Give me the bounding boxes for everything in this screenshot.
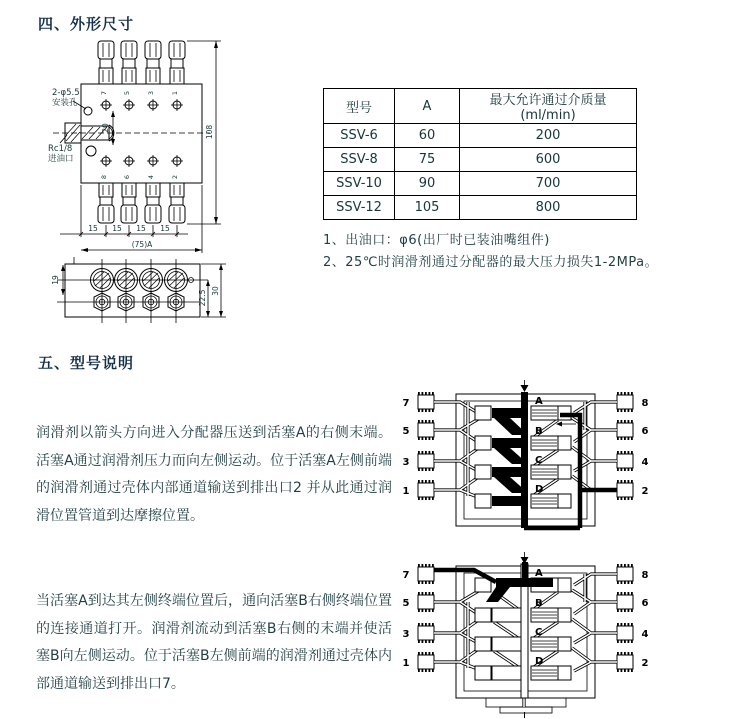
note-2: 2、25℃时润滑剂通过分配器的最大压力损失1-2MPa。: [323, 255, 659, 270]
svg-text:20: 20: [101, 123, 110, 133]
body-port-numbers-bottom: [100, 175, 179, 179]
cell-a: 90: [395, 172, 460, 196]
svg-text:C: C: [535, 627, 543, 638]
dim-108: [187, 41, 221, 224]
right-ports: [617, 394, 649, 499]
svg-text:6: 6: [123, 174, 131, 180]
cell-flow: 800: [460, 196, 637, 220]
svg-text:4: 4: [147, 174, 155, 180]
svg-text:进油口: 进油口: [48, 154, 74, 164]
schematic-diagram-2: [398, 552, 653, 719]
table-row: [324, 124, 637, 148]
svg-text:A: A: [535, 568, 543, 579]
cell-flow: 700: [460, 172, 637, 196]
inlet-channel: [521, 392, 528, 528]
svg-text:3: 3: [147, 90, 155, 96]
svg-text:22.5: 22.5: [198, 289, 207, 307]
table-header-row: [324, 89, 637, 124]
svg-text:30: 30: [211, 286, 220, 296]
working-principle-paragraph-1: 润滑剂以箭头方向进入分配器压送到活塞A的右侧末端。活塞A通过润滑剂压力而向左侧运动。位于活塞A左侧前端的润滑剂通过壳体内部通道输送到排出口2 并从此通过润滑位置管道到达摩擦位置。: [36, 425, 392, 524]
inlet-label: [48, 135, 74, 164]
svg-text:(75)A: (75)A: [131, 240, 153, 249]
svg-text:6: 6: [641, 598, 649, 609]
svg-text:8: 8: [100, 174, 108, 180]
svg-text:7: 7: [100, 90, 108, 96]
flow-direction-arrow: [556, 422, 576, 427]
left-ports: [403, 566, 434, 671]
cell-flow: 200: [460, 124, 637, 148]
svg-text:8: 8: [641, 398, 649, 409]
svg-text:D: D: [535, 656, 544, 667]
bottom-view: [57, 257, 208, 323]
cell-model: SSV-8: [324, 148, 395, 172]
cell-model: SSV-6: [324, 124, 395, 148]
piston-indicator: [475, 608, 491, 622]
svg-text:B: B: [535, 426, 543, 437]
svg-text:2: 2: [641, 486, 649, 497]
svg-text:15: 15: [88, 224, 98, 233]
top-fittings: [98, 41, 185, 84]
svg-text:1: 1: [171, 90, 179, 96]
inlet-arrow: [521, 385, 529, 392]
svg-text:1: 1: [402, 486, 410, 497]
col-header-a: A: [395, 89, 460, 124]
dim-19: [51, 265, 65, 295]
cell-a: 75: [395, 148, 460, 172]
svg-text:15: 15: [136, 224, 146, 233]
section4-heading: 四、外形尺寸: [38, 15, 135, 33]
left-ports: [403, 394, 434, 499]
svg-text:C: C: [535, 455, 543, 466]
piston-indicator: [475, 406, 491, 420]
cell-model: SSV-12: [324, 196, 395, 220]
table-row: [324, 196, 637, 220]
svg-text:6: 6: [641, 426, 649, 437]
table-row: [324, 172, 637, 196]
table-row: [324, 148, 637, 172]
cell-a: 60: [395, 124, 460, 148]
bottom-fittings: [98, 183, 185, 223]
note-1: 1、出油口：φ6(出厂时已装油嘴组件): [323, 233, 550, 248]
svg-text:3: 3: [402, 457, 410, 468]
svg-text:7: 7: [402, 570, 410, 581]
svg-text:安装孔: 安装孔: [52, 98, 78, 108]
svg-text:B: B: [535, 598, 543, 609]
svg-text:D: D: [535, 484, 544, 495]
svg-text:108: 108: [205, 124, 214, 140]
col-header-flow: 最大允许通过介质量(ml/min): [460, 89, 637, 124]
svg-text:8: 8: [641, 570, 649, 581]
cell-flow: 600: [460, 148, 637, 172]
cell-model: SSV-10: [324, 172, 395, 196]
section5-heading: 五、型号说明: [38, 354, 135, 372]
svg-text:Rc1/8: Rc1/8: [48, 144, 73, 154]
svg-text:2-φ5.5: 2-φ5.5: [52, 88, 80, 98]
svg-text:3: 3: [402, 629, 410, 640]
working-principle-paragraph-2: 当活塞A到达其左侧终端位置后，通向活塞B右侧终端位置的连接通道打开。润滑剂流动到活塞B右侧的末端并使活塞B向左侧运动。位于活塞B左侧前端的润滑剂通过壳体内部通道输送到排出口7。: [36, 593, 392, 692]
svg-text:5: 5: [123, 90, 131, 96]
svg-text:2: 2: [641, 658, 649, 669]
svg-text:2: 2: [171, 174, 179, 180]
svg-text:5: 5: [402, 598, 410, 609]
svg-text:15: 15: [112, 224, 122, 233]
svg-text:1: 1: [402, 658, 410, 669]
schematic-diagram-1: [398, 380, 653, 542]
body-port-numbers-top: [100, 91, 179, 95]
spec-table: [323, 88, 637, 220]
distributor-body-outline: [81, 84, 202, 183]
col-header-model: 型号: [324, 89, 395, 124]
svg-text:15: 15: [160, 224, 170, 233]
svg-text:4: 4: [641, 629, 649, 640]
svg-text:7: 7: [402, 398, 410, 409]
svg-text:19: 19: [51, 275, 60, 285]
svg-text:4: 4: [641, 457, 649, 468]
dimension-drawing: [45, 35, 240, 340]
svg-text:A: A: [535, 396, 543, 407]
right-ports: [617, 566, 649, 671]
svg-text:5: 5: [402, 426, 410, 437]
cell-a: 105: [395, 196, 460, 220]
